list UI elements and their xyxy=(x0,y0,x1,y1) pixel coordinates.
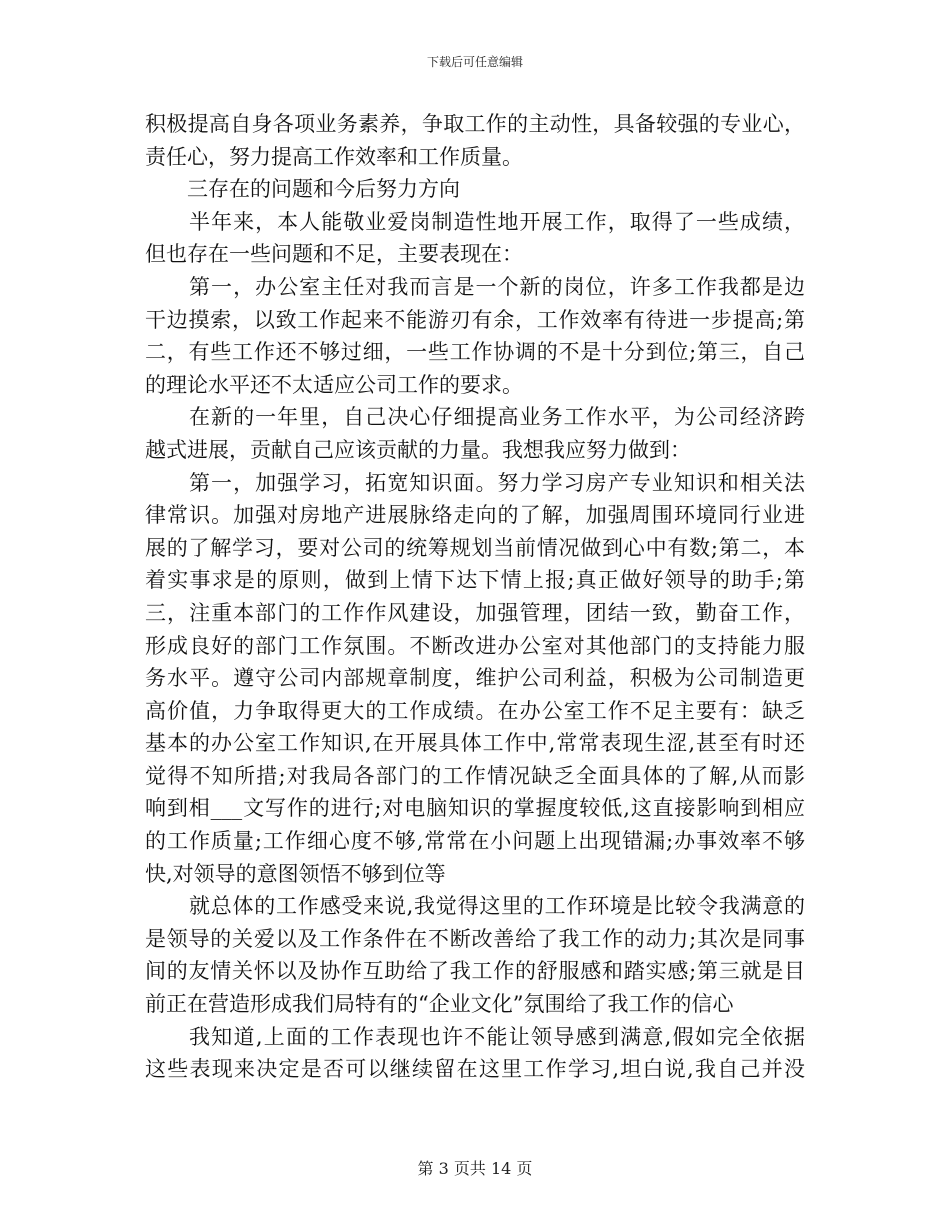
text-line: 基本的办公室工作知识,在开展具体工作中,常常表现生涩,甚至有时还 xyxy=(145,731,805,756)
text-line: 干边摸索，以致工作起来不能游刃有余，工作效率有待进一步提高;第 xyxy=(145,307,805,332)
text-line: 是领导的关爱以及工作条件在不断改善给了我工作的动力;其次是同事 xyxy=(145,926,805,951)
text-line: 形成良好的部门工作氛围。不断改进办公室对其他部门的支持能力服 xyxy=(145,633,805,658)
text-line: 的理论水平还不太适应公司工作的要求。 xyxy=(145,372,523,397)
text-line: 越式进展，贡献自己应该贡献的力量。我想我应努力做到： xyxy=(145,437,691,462)
text-line: 但也存在一些问题和不足，主要表现在： xyxy=(145,242,523,267)
text-line: 我知道,上面的工作表现也许不能让领导感到满意,假如完全依据 xyxy=(189,1024,805,1049)
text-line: 第一，办公室主任对我而言是一个新的岗位，许多工作我都是边 xyxy=(189,274,805,299)
page-header: 下载后可任意编辑 xyxy=(426,55,523,69)
text-line: 响到相___文写作的进行;对电脑知识的掌握度较低,这直接影响到相应 xyxy=(145,796,805,821)
text-line: 律常识。加强对房地产进展脉络走向的了解，加强周围环境同行业进 xyxy=(145,503,805,528)
text-line: 的工作质量;工作细心度不够,常常在小问题上出现错漏;办事效率不够 xyxy=(145,829,805,854)
text-line: 觉得不知所措;对我局各部门的工作情况缺乏全面具体的了解,从而影 xyxy=(145,763,805,788)
text-line: 着实事求是的原则，做到上情下达下情上报;真正做好领导的助手;第 xyxy=(145,568,805,593)
section-heading: 三存在的问题和今后努力方向 xyxy=(187,177,460,202)
text-line: 间的友情关怀以及协作互助给了我工作的舒服感和踏实感;第三就是目 xyxy=(145,959,805,984)
text-line: 展的了解学习，要对公司的统筹规划当前情况做到心中有数;第二，本 xyxy=(145,535,805,560)
document-body xyxy=(145,108,805,1086)
text-line: 半年来，本人能敬业爱岗制造性地开展工作，取得了一些成绩， xyxy=(189,209,805,234)
page-number: 第 3 页共 14 页 xyxy=(417,1159,533,1178)
text-line: 二，有些工作还不够过细，一些工作协调的不是十分到位;第三，自己 xyxy=(145,340,805,365)
text-line: 就总体的工作感受来说,我觉得这里的工作环境是比较令我满意的 xyxy=(189,894,805,919)
text-line: 快,对领导的意图领悟不够到位等 xyxy=(145,861,446,886)
text-line: 这些表现来决定是否可以继续留在这里工作学习,坦白说,我自己并没 xyxy=(145,1057,805,1082)
text-line: 高价值，力争取得更大的工作成绩。在办公室工作不足主要有：缺乏 xyxy=(145,698,805,723)
text-line: 第一，加强学习，拓宽知识面。努力学习房产专业知识和相关法 xyxy=(189,470,805,495)
text-line: 前正在营造形成我们局特有的“企业文化”氛围给了我工作的信心 xyxy=(145,992,734,1017)
text-line: 责任心，努力提高工作效率和工作质量。 xyxy=(145,144,523,169)
text-line: 积极提高自身各项业务素养，争取工作的主动性，具备较强的专业心， xyxy=(145,112,805,136)
text-line: 务水平。遵守公司内部规章制度，维护公司利益，积极为公司制造更 xyxy=(145,666,805,691)
text-line: 在新的一年里，自己决心仔细提高业务工作水平，为公司经济跨 xyxy=(189,405,805,430)
text-line: 三，注重本部门的工作作风建设，加强管理，团结一致，勤奋工作， xyxy=(145,600,805,625)
